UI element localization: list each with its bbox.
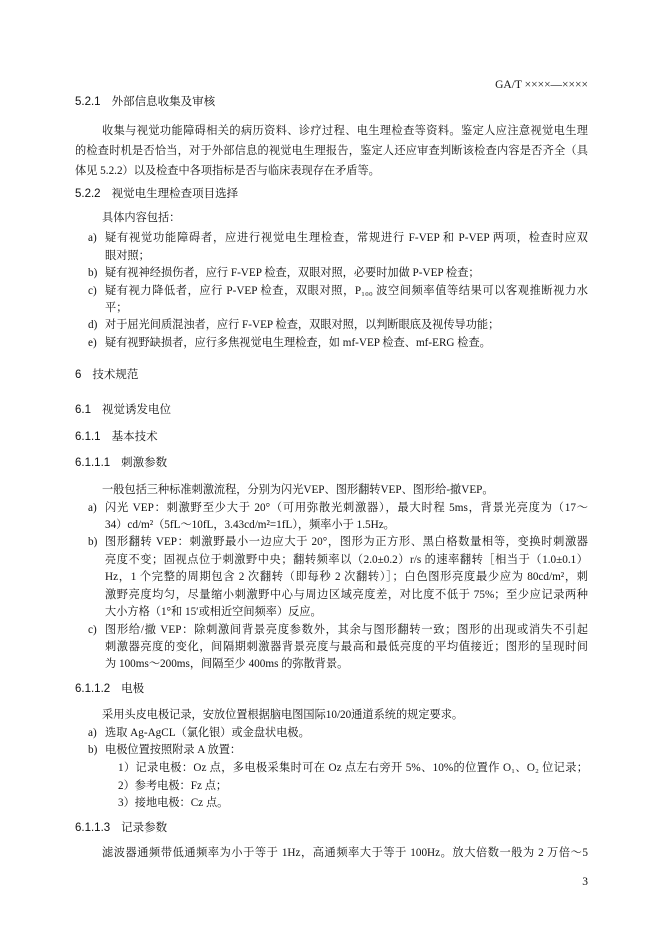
list-marker: a) (88, 502, 97, 514)
section-title: 外部信息收集及审核 (111, 96, 216, 108)
paragraph-line: 的检查时机是否恰当，对于外部信息的视觉电生理报告，鉴定人还应审查判断该检查内容是否齐全（具 (75, 145, 588, 157)
paragraph-line: 采用头皮电极记录，安放位置根据脑电图国际10/20通道系统的规定要求。 (102, 709, 464, 721)
list-item-line: 对于屈光间质混浊者，应行 F-VEP 检查，双眼对照，以判断眼底及视传导功能； (105, 319, 500, 331)
section-title: 电极 (121, 683, 145, 695)
page-number: 3 (582, 876, 588, 888)
list-item-line: Hz，1 个完整的周期包含 2 次翻转（即每秒 2 次翻转）］；白色图形亮度最少应为 80cd/m²，刺 (105, 571, 588, 583)
sub-item-line: 2）参考电极：Fz 点； (118, 780, 228, 792)
paragraph-line: 收集与视觉功能障碍相关的病历资料、诊疗过程、电生理检查等资料。鉴定人应注意视觉电生理 (102, 125, 588, 137)
section-heading-6-1-1 (75, 429, 158, 445)
list-item-line: 图形翻转 VEP：刺激野最小一边应大于 20°，图形为正方形、黑白格数量相等，变换时刺激器 (105, 536, 588, 548)
section-title: 刺激参数 (121, 457, 168, 469)
list-marker: d) (88, 319, 98, 331)
list-item-line: 大小方格（1°和 15′或相近空间频率）反应。 (105, 606, 322, 618)
section-title: 视觉诱发电位 (102, 404, 171, 416)
section-number: 6.1.1.2 (75, 683, 111, 695)
section-title: 基本技术 (111, 431, 158, 443)
list-item-line: 激野亮度均匀，尽量缩小刺激野中心与周边区域亮度差，对比度不低于 75%；至少应记录两种 (105, 589, 588, 601)
list-marker: b) (88, 267, 98, 279)
paragraph-line: 具体内容包括： (102, 212, 181, 224)
section-number: 6.1.1.3 (75, 822, 111, 834)
section-number: 5.2.2 (75, 188, 101, 200)
list-item-line: 34）cd/m²（5fL～10fL，3.43cd/m²=1fL），频率小于 1.5Hz。 (105, 519, 395, 531)
section-number: 6.1.1.1 (75, 457, 111, 469)
section-heading-6-1-1-2 (75, 681, 144, 697)
sub-item-line: 1）记录电极：Oz 点，多电极采集时可在 Oz 点左右旁开 5%、10%的位置作 O₁、O₂ 位记录； (118, 762, 588, 774)
list-marker: c) (88, 624, 97, 636)
section-heading-5-2-2 (75, 186, 238, 202)
list-marker: a) (88, 232, 97, 244)
list-marker: c) (88, 285, 97, 297)
section-title: 视觉电生理检查项目选择 (111, 188, 239, 200)
list-item-line: 眼对照； (105, 250, 150, 262)
list-item-line: 疑有视觉功能障碍者，应进行视觉电生理检查，常规进行 F-VEP 和 P-VEP 两项，检查时应双 (105, 232, 588, 244)
list-marker: b) (88, 744, 98, 756)
standard-code: GA/T ××××—×××× (495, 79, 588, 91)
section-heading-6-1-1-1 (75, 455, 167, 471)
section-heading-6 (75, 367, 138, 383)
list-item-line: 刺激器亮度的变化，间隔期刺激器背景亮度与最高和最低亮度的平均值接近；图形的呈现时间 (105, 641, 588, 653)
paragraph-line: 滤波器通频带低通频率为小于等于 1Hz，高通频率大于等于 100Hz。放大倍数一般为 2 万倍～5 (102, 847, 588, 859)
section-number: 6.1.1 (75, 431, 101, 443)
section-title: 技术规范 (92, 369, 139, 381)
section-number: 6 (75, 369, 82, 381)
list-item-line: 亮度不变；固视点位于刺激野中央；翻转频率以（2.0±0.2）r/s 的速率翻转［相当于（1.0±0.1） (105, 554, 588, 566)
list-item-line: 闪光 VEP：刺激野至少大于 20°（可用弥散光刺激器），最大时程 5ms，背景光亮度为（17～ (105, 502, 588, 514)
list-item-line: 选取 Ag-AgCL（氯化银）或金盘状电极。 (105, 727, 310, 739)
list-item-line: 为 100ms～200ms，间隔至少 400ms 的弥散背景。 (105, 658, 349, 670)
paragraph-line: 体见 5.2.2）以及检查中各项指标是否与临床表现存在矛盾等。 (75, 165, 380, 177)
list-item-line: 疑有视神经损伤者，应行 F-VEP 检查，双眼对照，必要时加做 P-VEP 检查； (105, 267, 480, 279)
section-title: 记录参数 (121, 822, 168, 834)
section-number: 5.2.1 (75, 96, 101, 108)
list-item-line: 平； (105, 302, 128, 314)
list-item-line: 疑有视力降低者，应行 P-VEP 检查，双眼对照，P₁₀₀ 波空间频率值等结果可以客观推断视力水 (105, 285, 588, 297)
list-item-line: 疑有视野缺损者，应行多焦视觉电生理检查，如 mf-VEP 检查、mf-ERG 检查。 (105, 337, 491, 349)
sub-item-line: 3）接地电极：Cz 点。 (118, 797, 229, 809)
list-marker: e) (88, 337, 97, 349)
list-marker: b) (88, 536, 98, 548)
paragraph-line: 一般包括三种标准刺激流程，分别为闪光VEP、图形翻转VEP、图形给-撤VEP。 (102, 484, 494, 496)
section-heading-5-2-1 (75, 94, 215, 110)
list-item-line: 图形给/撤 VEP：除刺激间背景亮度参数外，其余与图形翻转一致；图形的出现或消失不引起 (105, 624, 588, 636)
section-number: 6.1 (75, 404, 91, 416)
list-marker: a) (88, 727, 97, 739)
section-heading-6-1 (75, 402, 171, 418)
list-item-line: 电极位置按照附录 A 放置： (105, 744, 242, 756)
section-heading-6-1-1-3 (75, 820, 167, 836)
